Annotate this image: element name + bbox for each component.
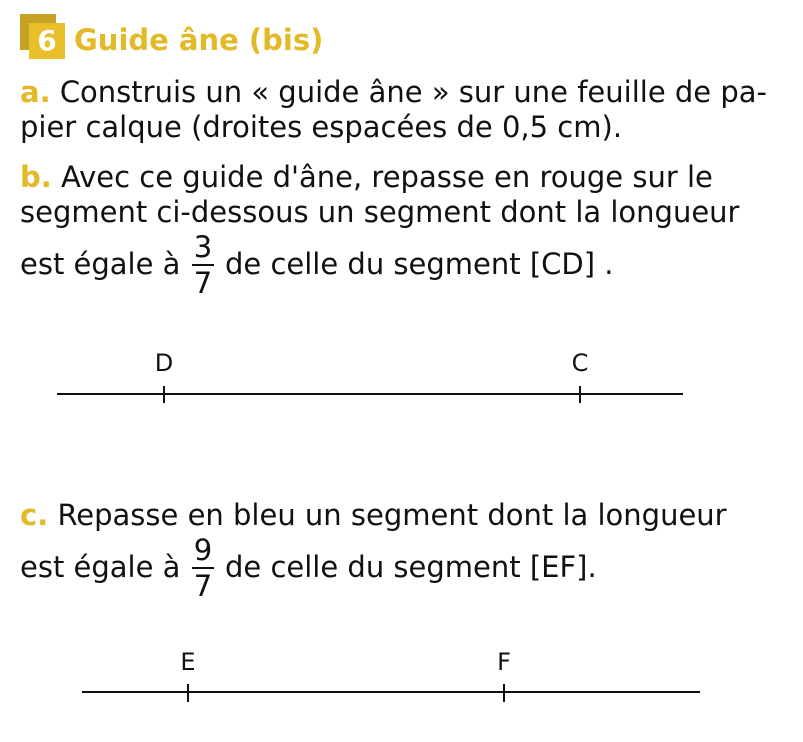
fraction-numerator: 3: [193, 230, 213, 264]
part-a-text-2: pier calque (droites espacées de 0,5 cm).: [20, 110, 623, 144]
fraction-numerator: 9: [193, 533, 213, 567]
part-c-after-fraction: de celle du segment [EF].: [225, 550, 597, 584]
fraction-denominator: 7: [193, 569, 213, 603]
exercise-number-badge: [20, 14, 66, 60]
part-c-text-1: Repasse en bleu un segment dont la longueur: [57, 498, 727, 532]
point-d-label: D: [154, 349, 174, 377]
segment-ef-figure: [0, 640, 803, 710]
fraction-denominator: 7: [193, 266, 213, 300]
point-f-label: F: [497, 648, 511, 676]
segment-cd-figure: [0, 340, 803, 410]
exercise-title: Guide âne (bis): [74, 23, 324, 57]
part-b-text-2: segment ci-dessous un segment dont la longueur: [20, 195, 740, 229]
part-b-text-1: Avec ce guide d'âne, repasse en rouge sur le: [61, 160, 713, 194]
exercise-number: 6: [29, 23, 65, 59]
part-a-line-1: [20, 75, 767, 110]
part-b-before-fraction: est égale à: [20, 247, 181, 281]
part-a-line-2: [20, 110, 622, 145]
fraction-3-7: [190, 230, 216, 300]
point-e-label: E: [180, 648, 196, 676]
part-b-after-fraction: de celle du segment [CD] .: [225, 247, 614, 281]
fraction-9-7: [190, 533, 216, 603]
part-c-label: c.: [20, 498, 49, 532]
part-a-label: a.: [20, 75, 51, 109]
part-b-line-1: [20, 160, 713, 195]
part-b-line-2: [20, 195, 739, 230]
part-c-line-1: [20, 498, 727, 533]
part-a-text-1: Construis un « guide âne » sur une feuille de pa-: [59, 75, 767, 109]
part-c-before-fraction: est égale à: [20, 550, 181, 584]
point-c-label: C: [571, 349, 589, 377]
part-b-label: b.: [20, 160, 52, 194]
